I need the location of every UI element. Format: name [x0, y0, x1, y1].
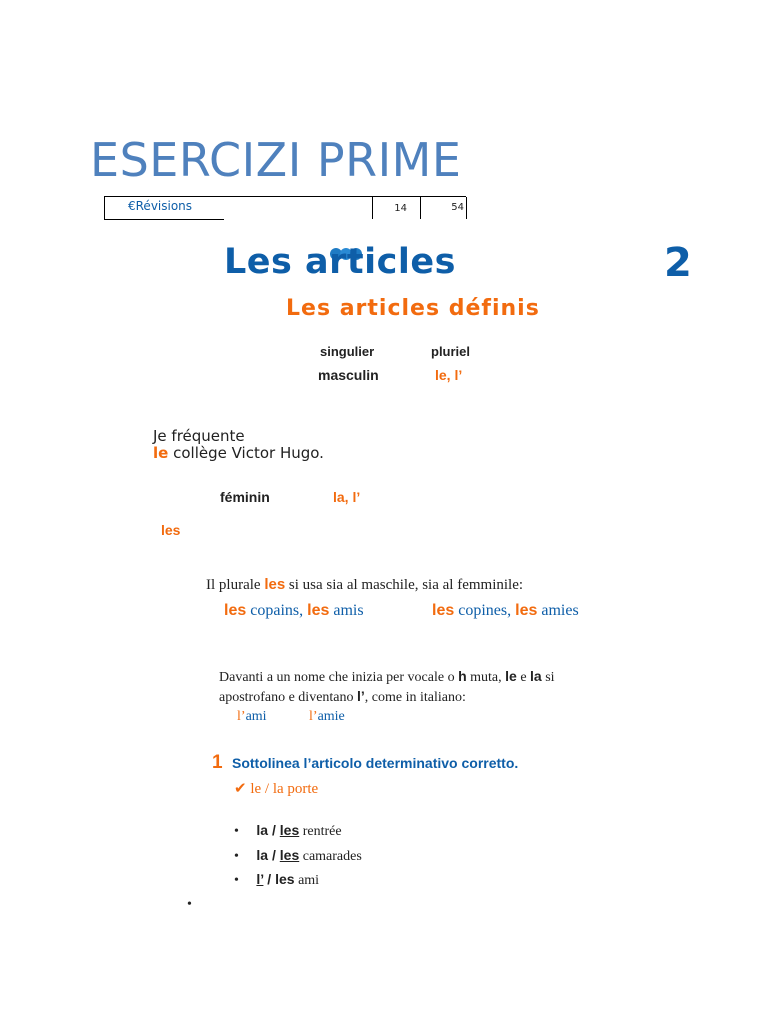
elision-example-2 — [309, 709, 345, 725]
article: les — [432, 602, 455, 619]
option-1[interactable]: la — [256, 847, 269, 863]
noun: copains, — [250, 602, 304, 619]
example-line-2 — [153, 444, 324, 462]
check-icon: ✔ — [234, 781, 247, 797]
column-header-plural: pluriel — [431, 344, 471, 359]
text: , come in italiano: — [364, 690, 466, 705]
text: e — [520, 670, 527, 685]
lesson-title: Les articles — [224, 242, 456, 282]
feminine-articles: la, l’ — [333, 489, 361, 505]
article: les — [307, 602, 330, 619]
document-title: ESERCIZI PRIME — [90, 133, 462, 187]
list-item — [234, 871, 319, 889]
info-box — [104, 196, 466, 219]
separator: / — [263, 871, 276, 887]
article: l’ — [309, 709, 318, 724]
example-article: le — [153, 444, 169, 462]
item-word: ami — [298, 873, 320, 888]
noun: copines, — [458, 602, 512, 619]
elision-example-1 — [237, 709, 267, 725]
revisions-label: €Révisions — [128, 199, 193, 213]
bullet: • — [234, 849, 239, 864]
example-line-1: Je fréquente — [153, 427, 245, 445]
plural-note-after: si usa sia al maschile, sia al femminile: — [288, 577, 524, 593]
empty-bullet: • — [187, 897, 192, 912]
item-word: rentrée — [302, 824, 342, 839]
noun: amis — [333, 602, 364, 619]
option-2[interactable]: les — [279, 847, 300, 863]
plural-example-masculine — [224, 602, 364, 620]
noun: ami — [245, 709, 267, 724]
elision-note-line-1 — [219, 668, 555, 686]
exercise-instruction: Sottolinea l’articolo determinativo corretto. — [232, 755, 519, 771]
text: la — [530, 668, 542, 684]
example-rest: collège Victor Hugo. — [173, 444, 324, 462]
option-1[interactable]: la — [256, 822, 269, 838]
lesson-number: 2 — [664, 240, 692, 286]
list-item — [234, 847, 362, 865]
text: le — [505, 668, 517, 684]
separator: / — [268, 822, 280, 838]
list-item — [234, 822, 342, 840]
info-box-left-border — [104, 197, 105, 219]
text: Davanti a un nome che inizia per vocale o — [219, 670, 455, 685]
row-label-feminine: féminin — [220, 489, 270, 505]
option-2[interactable]: les — [275, 871, 295, 887]
lesson-subtitle: Les articles définis — [286, 296, 540, 321]
exercise-example — [234, 779, 318, 798]
elision-note-line-2 — [219, 688, 466, 706]
noun: amie — [317, 709, 345, 724]
column-header-singular: singulier — [320, 344, 375, 359]
info-cell-1-value: 14 — [394, 203, 407, 214]
noun: amies — [541, 602, 579, 619]
bullet: • — [234, 873, 239, 888]
info-cell-2 — [420, 197, 467, 219]
text: h — [458, 668, 467, 684]
text: l’ — [357, 688, 365, 704]
option-2[interactable]: les — [279, 822, 300, 838]
plural-note — [206, 576, 523, 594]
article: les — [224, 602, 247, 619]
plural-example-feminine — [432, 602, 579, 620]
text: apostrofano e diventano — [219, 690, 354, 705]
info-cell-2-value: 54 — [451, 202, 464, 213]
article: les — [515, 602, 538, 619]
bullet: • — [234, 824, 239, 839]
plural-article: les — [161, 522, 181, 538]
plural-note-before: Il plurale — [206, 577, 261, 593]
row-label-masculine: masculin — [318, 367, 379, 383]
item-word: camarades — [302, 849, 362, 864]
text: muta, — [470, 670, 502, 685]
example-text: le / la porte — [250, 781, 319, 797]
separator: / — [268, 847, 280, 863]
info-cell-1 — [372, 197, 421, 219]
info-box-bottom-border — [104, 219, 224, 220]
plural-note-word: les — [264, 576, 286, 593]
article: l’ — [237, 709, 246, 724]
masculine-articles: le, l’ — [435, 367, 463, 383]
option-1[interactable]: l’ — [256, 871, 264, 887]
text: si — [545, 670, 555, 685]
exercise-number: 1 — [212, 752, 223, 773]
